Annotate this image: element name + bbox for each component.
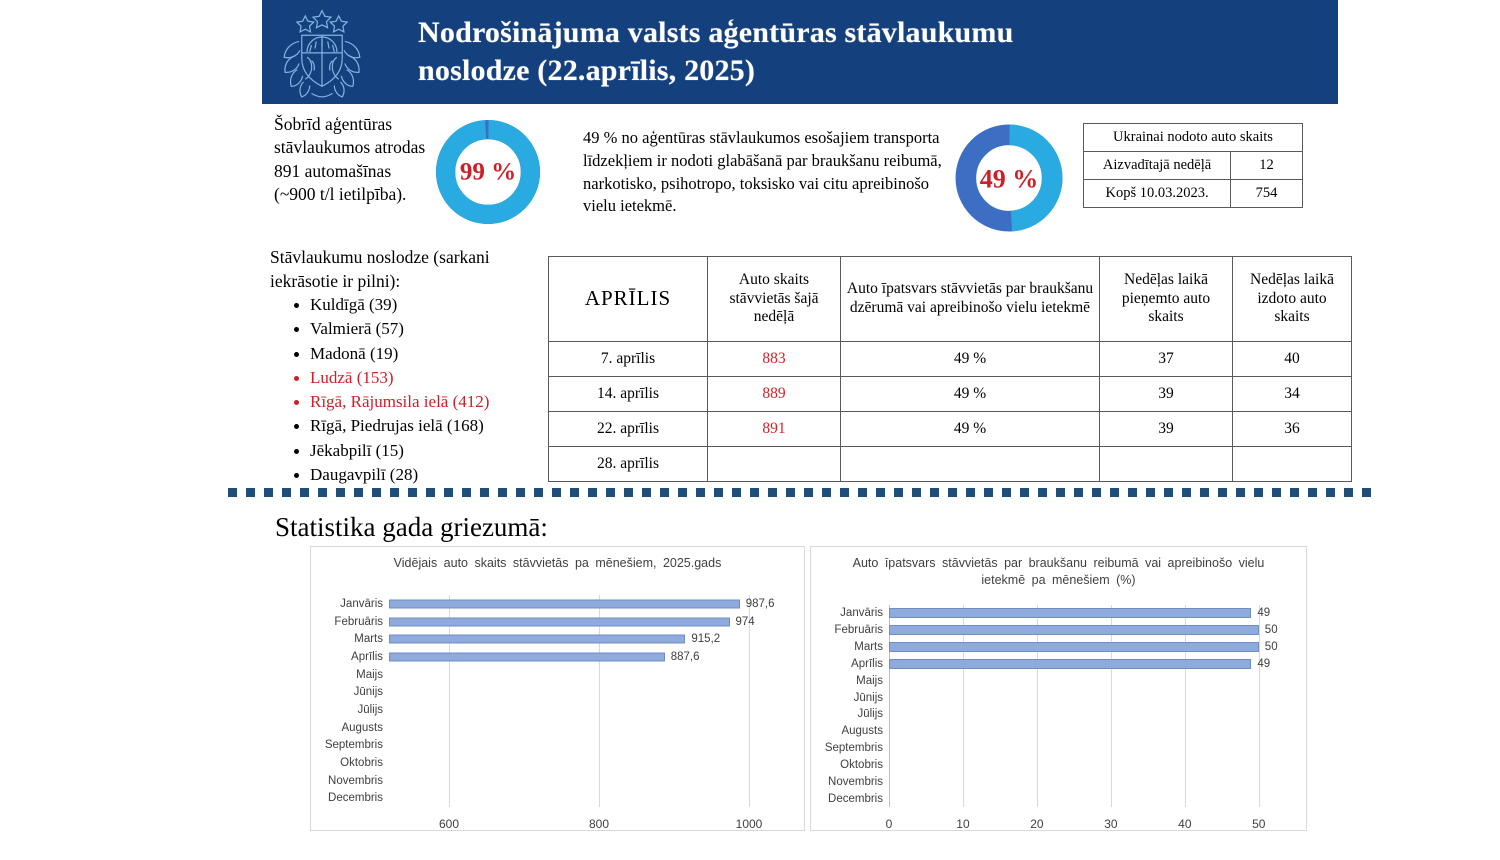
- cell-share: 49 %: [841, 412, 1100, 447]
- cell-released: 36: [1233, 412, 1352, 447]
- y-axis-category-label: Aprīlis: [851, 657, 883, 670]
- bar-value-label: 987,6: [745, 597, 775, 610]
- april-weekly-table: [548, 256, 1352, 482]
- column-header-share: Auto īpatsvars stāvvietās par braukšanu dzērumā vai apreibinošo vielu ietekmē: [841, 257, 1100, 342]
- cell-cars: 883: [708, 342, 841, 377]
- chart-bar: [389, 652, 665, 661]
- cell-cars: 889: [708, 377, 841, 412]
- table-header-row: [549, 257, 1352, 342]
- x-axis-tick-label: 10: [956, 817, 970, 831]
- occupancy-donut-value: 99 %: [459, 158, 517, 186]
- cell-released: [1233, 447, 1352, 482]
- bar-value-label: 49: [1257, 657, 1271, 670]
- column-header-released: Nedēļas laikā izdoto auto skaits: [1233, 257, 1352, 342]
- bar-value-label: 974: [735, 615, 755, 628]
- table-row: [1084, 152, 1303, 180]
- table-row: [549, 377, 1352, 412]
- intoxication-share-chart: [810, 546, 1307, 831]
- page-title: [418, 14, 1013, 90]
- page-title-line-2: noslodze (22.aprīlis, 2025): [418, 54, 756, 87]
- x-axis-tick-label: 800: [588, 817, 610, 831]
- cell-received: [1100, 447, 1233, 482]
- cell-share: [841, 447, 1100, 482]
- bar-value-label: 50: [1264, 641, 1278, 654]
- table-row: [1084, 180, 1303, 208]
- chart-gridline: [1259, 605, 1260, 807]
- bar-value-label: 887,6: [670, 650, 700, 663]
- x-axis-tick-label: 600: [438, 817, 460, 831]
- y-axis-category-label: Maijs: [356, 668, 383, 681]
- lots-heading: Stāvlaukumu noslodze (sarkani iekrāsotie ir pilni):: [270, 247, 490, 291]
- chart-gridline: [599, 595, 600, 807]
- chart-gridline: [889, 605, 890, 807]
- y-axis-category-label: Decembris: [328, 792, 383, 805]
- chart-gridline: [963, 605, 964, 807]
- list-item: Ludzā (153): [310, 366, 570, 390]
- y-axis-category-label: Aprīlis: [351, 650, 383, 663]
- bar-value-label: 50: [1264, 624, 1278, 637]
- list-item: Jēkabpilī (15): [310, 439, 570, 463]
- y-axis-category-label: Augusts: [341, 721, 383, 734]
- chart-bar: [889, 625, 1259, 635]
- list-item: Rīgā, Piedrujas ielā (168): [310, 414, 570, 438]
- cell-received: 37: [1100, 342, 1233, 377]
- list-item: Valmierā (57): [310, 317, 570, 341]
- table-row: [549, 412, 1352, 447]
- x-axis-tick-label: 30: [1104, 817, 1118, 831]
- y-axis-category-label: Septembris: [324, 739, 383, 752]
- chart-bar: [389, 617, 730, 626]
- occupancy-donut-chart: [432, 116, 544, 228]
- x-axis-tick-label: 0: [885, 817, 893, 831]
- chart-plot-area: [324, 595, 779, 831]
- x-axis-tick-label: 40: [1178, 817, 1192, 831]
- bar-value-label: 49: [1257, 607, 1271, 620]
- intoxication-summary-text: 49 % no aģentūras stāvlaukumos esošajiem transporta līdzekļiem ir nodoti glabāšanā par braukšanu reibumā, narkotisko, psihotropo, toksisko vai citu apreibinošo vielu ietekmē.: [583, 128, 942, 216]
- cell-released: 40: [1233, 342, 1352, 377]
- y-axis-category-label: Janvāris: [840, 607, 883, 620]
- x-axis-tick-label: 20: [1030, 817, 1044, 831]
- occupancy-summary-text: Šobrīd aģentūras stāvlaukumos atrodas 891 automašīnas (~900 t/l ietilpība).: [274, 114, 426, 204]
- y-axis-category-label: Janvāris: [340, 597, 383, 610]
- chart-bar: [889, 659, 1251, 669]
- cell-released: 34: [1233, 377, 1352, 412]
- latvia-coat-of-arms-icon: [276, 4, 368, 100]
- ukraine-row-value: 754: [1231, 180, 1303, 208]
- y-axis-category-label: Oktobris: [340, 756, 383, 769]
- page-header: [262, 0, 1338, 104]
- y-axis-category-label: Novembris: [328, 774, 383, 787]
- ukraine-table-header: Ukrainai nodoto auto skaits: [1084, 124, 1303, 152]
- x-axis-tick-label: 50: [1252, 817, 1266, 831]
- y-axis-category-label: Jūnijs: [853, 691, 883, 704]
- column-header-received: Nedēļas laikā pieņemto auto skaits: [1100, 257, 1233, 342]
- y-axis-category-label: Maijs: [856, 674, 883, 687]
- ukraine-cars-table: [1083, 123, 1303, 208]
- y-axis-category-label: Novembris: [828, 775, 883, 788]
- cell-cars: 891: [708, 412, 841, 447]
- list-item: Kuldīgā (39): [310, 293, 570, 317]
- statistics-heading: Statistika gada griezumā:: [275, 512, 548, 542]
- ukraine-row-label: Kopš 10.03.2023.: [1084, 180, 1231, 208]
- chart-bar: [889, 642, 1259, 652]
- list-item: Daugavpilī (28): [310, 463, 570, 487]
- y-axis-category-label: Marts: [354, 633, 383, 646]
- y-axis-category-label: Decembris: [828, 792, 883, 805]
- cell-received: 39: [1100, 412, 1233, 447]
- chart-bar: [889, 608, 1251, 618]
- ukraine-row-label: Aizvadītajā nedēļā: [1084, 152, 1231, 180]
- chart-plot-area: [824, 605, 1281, 831]
- list-item: Madonā (19): [310, 342, 570, 366]
- cell-date: 7. aprīlis: [549, 342, 708, 377]
- y-axis-category-label: Jūnijs: [353, 686, 383, 699]
- cell-cars: [708, 447, 841, 482]
- ukraine-row-value: 12: [1231, 152, 1303, 180]
- average-cars-chart: [310, 546, 805, 831]
- cell-date: 22. aprīlis: [549, 412, 708, 447]
- y-axis-category-label: Jūlijs: [357, 703, 383, 716]
- chart-gridline: [449, 595, 450, 807]
- cell-share: 49 %: [841, 377, 1100, 412]
- intoxication-donut-chart: [952, 121, 1066, 235]
- y-axis-category-label: Marts: [854, 641, 883, 654]
- y-axis-category-label: Februāris: [834, 624, 883, 637]
- y-axis-category-label: Jūlijs: [857, 708, 883, 721]
- chart-title: Vidējais auto skaits stāvvietās pa mēnešiem, 2025.gads: [393, 556, 722, 570]
- chart-bar: [389, 599, 740, 608]
- chart-gridline: [1111, 605, 1112, 807]
- y-axis-category-label: Oktobris: [840, 758, 883, 771]
- chart-bar: [389, 635, 685, 644]
- x-axis-tick-label: 1000: [735, 817, 763, 831]
- table-row: [549, 447, 1352, 482]
- cell-share: 49 %: [841, 342, 1100, 377]
- y-axis-category-label: Septembris: [824, 742, 883, 755]
- parking-lots-list: [288, 293, 570, 487]
- table-row: [1084, 124, 1303, 152]
- cell-date: 14. aprīlis: [549, 377, 708, 412]
- chart-title: Auto īpatsvars stāvvietās par braukšanu reibumā vai apreibinošo vielu ietekmē pa mēnešiem (%): [852, 556, 1265, 587]
- table-row: [549, 342, 1352, 377]
- list-item: Rīgā, Rājumsila ielā (412): [310, 390, 570, 414]
- page-title-line-1: Nodrošinājuma valsts aģentūras stāvlaukumu: [418, 16, 1014, 50]
- y-axis-category-label: Februāris: [334, 615, 383, 628]
- intoxication-donut-value: 49 %: [979, 164, 1039, 194]
- chart-gridline: [1037, 605, 1038, 807]
- cell-received: 39: [1100, 377, 1233, 412]
- april-table-corner: APRĪLIS: [549, 257, 708, 342]
- chart-gridline: [1185, 605, 1186, 807]
- bar-value-label: 915,2: [691, 633, 721, 646]
- dotted-divider: [228, 488, 1371, 497]
- column-header-cars: Auto skaits stāvvietās šajā nedēļā: [708, 257, 841, 342]
- y-axis-category-label: Augusts: [841, 725, 883, 738]
- cell-date: 28. aprīlis: [549, 447, 708, 482]
